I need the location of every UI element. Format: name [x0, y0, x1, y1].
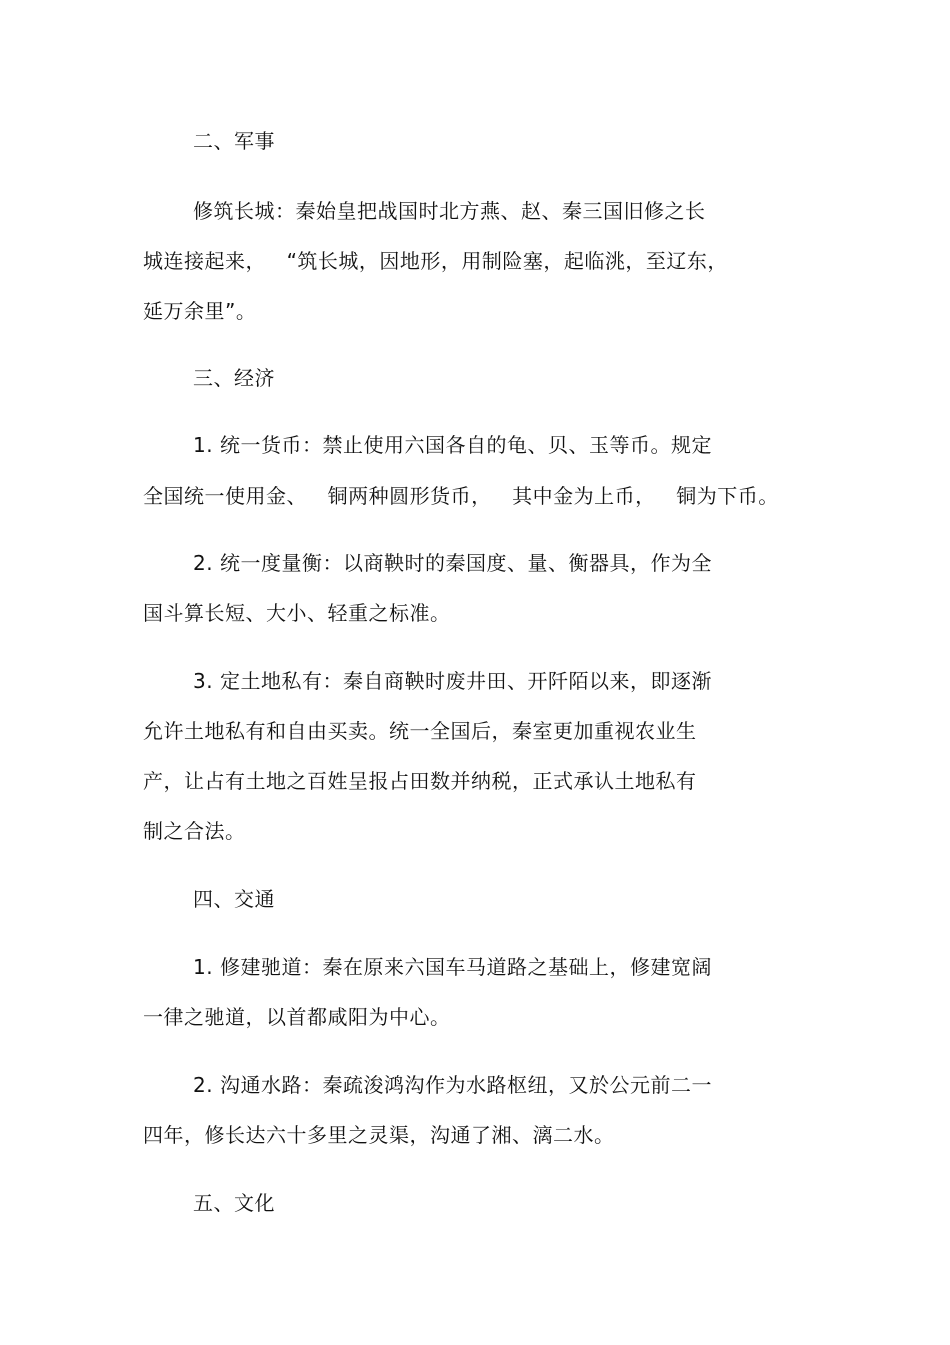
- paragraph-line: 产，让占有土地之百姓呈报占田数并纳税，正式承认土地私有: [143, 769, 697, 793]
- heading-military: 二、军事: [193, 129, 275, 153]
- paragraph-line: 1. 统一货币：禁止使用六国各自的龟、贝、玉等币。规定: [193, 433, 712, 457]
- paragraph-line: 全国统一使用金、 铜两种圆形货币， 其中金为上币， 铜为下币。: [143, 484, 779, 508]
- paragraph-line: 城连接起来， “筑长城，因地形，用制险塞，起临洮，至辽东，: [143, 249, 728, 273]
- heading-economy: 三、经济: [193, 366, 275, 390]
- heading-transport: 四、交通: [193, 887, 275, 911]
- paragraph-line: 一律之驰道，以首都咸阳为中心。: [143, 1005, 451, 1029]
- paragraph-line: 2. 统一度量衡：以商鞅时的秦国度、量、衡器具，作为全: [193, 551, 712, 575]
- paragraph-line: 修筑长城：秦始皇把战国时北方燕、赵、秦三国旧修之长: [193, 199, 706, 223]
- paragraph-line: 1. 修建驰道：秦在原来六国车马道路之基础上，修建宽阔: [193, 955, 712, 979]
- paragraph-line: 3. 定土地私有：秦自商鞅时废井田、开阡陌以来，即逐渐: [193, 669, 712, 693]
- paragraph-line: 延万余里”。: [143, 299, 257, 323]
- heading-culture: 五、文化: [193, 1191, 275, 1215]
- paragraph-line: 四年，修长达六十多里之灵渠，沟通了湘、漓二水。: [143, 1123, 615, 1147]
- paragraph-line: 国斗算长短、大小、轻重之标准。: [143, 601, 451, 625]
- paragraph-line: 2. 沟通水路：秦疏浚鸿沟作为水路枢纽，又於公元前二一: [193, 1073, 712, 1097]
- paragraph-line: 允许土地私有和自由买卖。统一全国后，秦室更加重视农业生: [143, 719, 697, 743]
- paragraph-line: 制之合法。: [143, 819, 246, 843]
